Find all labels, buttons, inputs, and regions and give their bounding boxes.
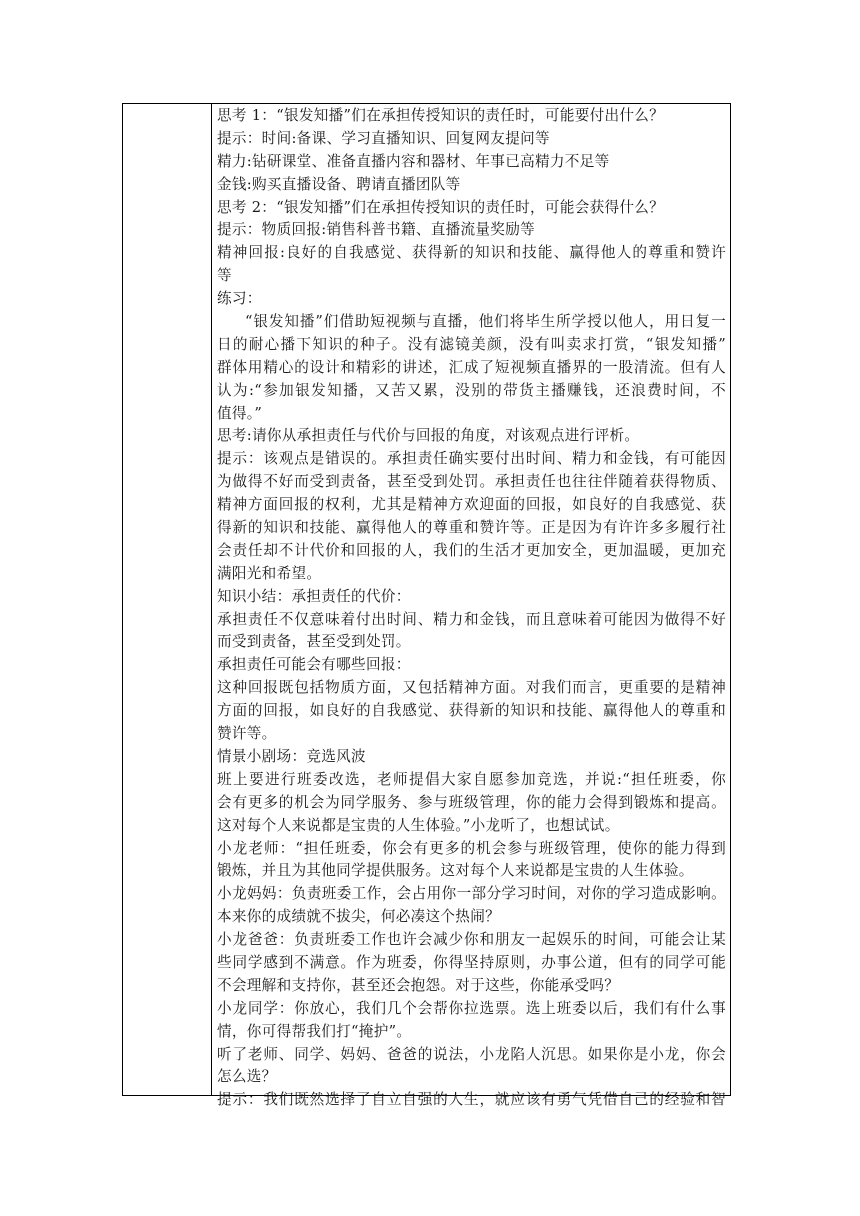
- text-line: 会有更多的机会为同学服务、参与班级管理，你的能力会得到锻炼和提高。: [217, 793, 726, 811]
- text-line: 思考:请你从承担责任与代价与回报的角度，对该观点进行评析。: [217, 427, 640, 445]
- text-line: 情景小剧场：竞选风波: [217, 747, 366, 765]
- text-line: 精力:钻研课堂、准备直播内容和器材、年事已高精力不足等: [217, 152, 610, 170]
- text-line: 日的耐心播下知识的种子。没有滤镜美颜，没有叫卖求打赏，“银发知播”: [217, 335, 726, 353]
- text-line: 小龙爸爸：负责班委工作也许会减少你和朋友一起娱乐的时间，可能会让某: [217, 931, 726, 949]
- text-line: 提示：该观点是错误的。承担责任确实要付出时间、精力和金钱，有可能因: [217, 450, 726, 468]
- text-line: 为做得不好而受到责备，甚至受到处罚。承担责任也往往伴随着获得物质、: [217, 473, 726, 491]
- text-line: 班上要进行班委改选，老师提倡大家自愿参加竞选，并说:“担任班委，你: [217, 770, 726, 788]
- text-line: 精神回报:良好的自我感觉、获得新的知识和技能、赢得他人的尊重和赞许: [217, 244, 726, 262]
- text-line: 方面的回报，如良好的自我感觉、获得新的知识和技能、赢得他人的尊重和: [217, 702, 726, 720]
- text-line: 锻炼，并且为其他同学提供服务。这对每个人来说都是宝贵的人生体验。: [217, 862, 694, 880]
- text-line: 这对每个人来说都是宝贵的人生体验。”小龙听了，也想试试。: [217, 816, 620, 834]
- table-left-cell: [123, 104, 212, 1095]
- text-line: 等: [217, 267, 232, 285]
- text-line: 值得。”: [217, 404, 263, 422]
- text-line: 承担责任不仅意味着付出时间、精力和金钱，而且意味着可能因为做得不好: [217, 610, 726, 628]
- content-table: [122, 103, 731, 1109]
- text-line: “银发知播”们借助短视频与直播，他们将毕生所学授以他人，用日复一: [245, 313, 726, 331]
- text-line: 小龙同学：你放心，我们几个会帮你拉选票。选上班委以后，我们有什么事: [217, 999, 726, 1017]
- text-line: 承担责任可能会有哪些回报：: [217, 656, 411, 674]
- text-line: 思考 1：“银发知播”们在承担传授知识的责任时，可能要付出什么？: [217, 107, 665, 124]
- text-line: 思考 2：“银发知播”们在承担传授知识的责任时，可能会获得什么？: [217, 198, 665, 216]
- text-line: 提示：时间:备课、学习直播知识、回复网友提问等: [217, 129, 550, 147]
- text-line: 精神方面回报的权利，尤其是精神方欢迎面的回报，如良好的自我感觉、获: [217, 496, 726, 514]
- table-content-cell: [212, 104, 730, 1109]
- text-line: 得新的知识和技能、赢得他人的尊重和赞许等。正是因为有许许多多履行社: [217, 519, 726, 537]
- text-line: 些同学感到不满意。作为班委，你得坚持原则，办事公道，但有的同学可能: [217, 953, 726, 971]
- text-line: 小龙老师：“担任班委，你会有更多的机会参与班级管理，使你的能力得到: [217, 839, 726, 857]
- text-line: 提示：我们既然选择了自立自强的人生，就应该有勇气凭借自己的经验和智: [217, 1091, 726, 1109]
- text-line: 本来你的成绩就不拔尖，何必凑这个热闹？: [217, 908, 500, 926]
- text-line: 不会理解和支持你，甚至还会抱怨。对于这些，你能承受吗？: [217, 976, 620, 994]
- text-line: 这种回报既包括物质方面，又包括精神方面。对我们而言，更重要的是精神: [217, 679, 726, 697]
- text-line: 知识小结：承担责任的代价：: [217, 587, 411, 605]
- text-line: 赞许等。: [217, 725, 277, 743]
- text-line: 小龙妈妈：负责班委工作，会占用你一部分学习时间，对你的学习造成影响。: [217, 885, 726, 903]
- text-line: 群体用精心的设计和精彩的讲述，汇成了短视频直播界的一股清流。但有人: [217, 358, 726, 376]
- text-line: 情，你可得帮我们打“掩护”。: [217, 1022, 412, 1040]
- text-line: 会责任却不计代价和回报的人，我们的生活才更加安全，更加温暖，更加充: [217, 541, 726, 559]
- text-line: 金钱:购买直播设备、聘请直播团队等: [217, 175, 461, 193]
- text-line: 练习：: [217, 290, 262, 308]
- text-line: 听了老师、同学、妈妈、爸爸的说法，小龙陷人沉思。如果你是小龙，你会: [217, 1045, 726, 1063]
- text-line: 提示：物质回报:销售科普书籍、直播流量奖励等: [217, 221, 535, 239]
- text-line: 怎么选？: [217, 1068, 277, 1086]
- text-line: 满阳光和希望。: [217, 564, 322, 582]
- text-line: 而受到责备，甚至受到处罚。: [217, 633, 411, 651]
- text-line: 认为:“参加银发知播，又苦又累，没别的带货主播赚钱，还浪费时间，不: [217, 381, 726, 399]
